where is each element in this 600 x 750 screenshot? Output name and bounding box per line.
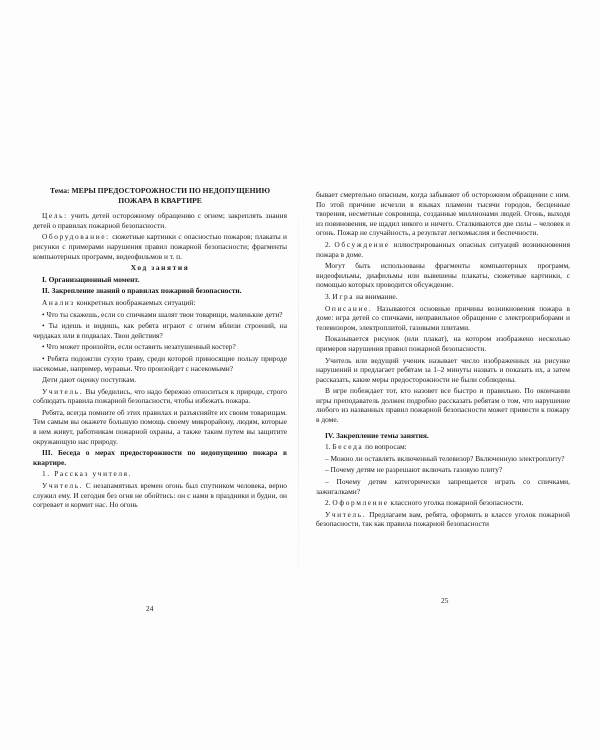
goal-label: Цель: [42, 211, 68, 221]
question-2: – Почему детям не разрешают включать газовую плиту? [325, 465, 503, 475]
conversation-label: Беседа [332, 442, 364, 452]
design-label: Оформление [332, 498, 389, 508]
goal-text: учить детей осторожному обращению с огнем; закреплять знания детей о правилах пожарной безопасности. [33, 211, 287, 230]
page-number-left: 24 [146, 604, 154, 613]
equipment-text: сюжетные картинки с опасностью пожаров; плакаты и рисунки с примерами нарушения правил пожарной безопасности; фрагменты компьютерных программ, видеофильмов и т. п. [33, 232, 287, 261]
description-text: Называются основные причины возникновения пожара в доме: игра детей со спичками, неправильное обращение с электроприборами и телевизором, электроплитой, газовыми плитами. [316, 303, 570, 332]
final-paragraph [316, 510, 570, 529]
right-page [316, 190, 570, 531]
final-text: Предлагаем вам, ребята, оформить в классе уголок пожарной безопасности, так как правила пожарной безопасности [316, 509, 570, 529]
conversation-text: по вопросам: [365, 442, 407, 452]
discussion-text: иллюстрированных опасных ситуаций возникновения пожара в доме. [316, 239, 570, 259]
story-text: С незапамятных времен огонь был спутником человека, верно служил ему. И сегодня без огня не обойтись: он с нами в праздники и будни, он согревает и кормит нас. Но огонь [33, 481, 287, 510]
bullet-3: • Что может произойти, если оставить незатушенный костер? [42, 342, 236, 352]
analysis-paragraph [33, 298, 287, 308]
winner-paragraph: В игре побеждает тот, кто назовет все быстро и правильно. По окончании игры преподаватель должен подробно рассказать ребятам о том, что нарушение любого из названных правил пожарной безопасности может привести к пожару в доме. [316, 386, 570, 425]
section-4-heading: IV. Закрепление темы занятия. [325, 430, 429, 440]
analysis-text: конкретных воображаемых ситуаций: [76, 297, 196, 307]
description-label: Описание. [325, 303, 373, 313]
conversation-paragraph [316, 442, 570, 452]
story-teacher-label: Учитель. [42, 481, 84, 491]
continue-paragraph: бывает смертельно опасным, когда забывают об осторожном обращении с ним. По этой причине исчезли в языках пламени тысячи городов, бесценные творения, несметные сокровища, созданные миллионами людей. Огонь, выходя из повиновения, не щадил никого и ничего. Сталкиваются две силы – человек и огонь. Пожар не случайность, а результат легкомыслия и беспечности. [316, 190, 570, 238]
bullet-4: • Ребята подожгли сухую траву, среди которой приносящие пользу природе насекомые, например, муравьи. Что произойдет с насекомыми? [33, 353, 287, 373]
title-line-2: ПОЖАРА В КВАРТИРЕ [118, 195, 202, 205]
teacher-text: Вы убедились, что надо бережно относиться к природе, строго соблюдать правила пожарной безопасности, чтобы избежать пожара. [33, 386, 287, 406]
story-label: 1. Рассказ учителя. [42, 469, 133, 479]
book-gutter [298, 180, 299, 610]
game-num: 3. [325, 291, 331, 301]
discussion-paragraph [316, 240, 570, 259]
question-3: – Почему детям категорически запрещается играть со спичками, зажигалками? [316, 477, 570, 496]
discussion-num: 2. [325, 239, 331, 249]
final-teacher-label: Учитель. [325, 509, 367, 519]
teacher-label: Учитель. [42, 386, 84, 396]
section-1-heading: I. Организационный момент. [42, 274, 140, 284]
conversation-num: 1. [325, 442, 331, 452]
design-text: классного уголка пожарной безопасности. [390, 498, 524, 508]
game-text: на внимание. [356, 291, 398, 301]
equipment-label: Оборудование: [42, 232, 110, 242]
section-3-heading: III. Беседа о мерах предосторожности по недопущению пожара в квартире. [33, 448, 287, 467]
bullet-1: • Что ты скажешь, если со спичками шалят твои товарищи, маленькие дети? [42, 309, 283, 319]
design-paragraph [316, 498, 570, 508]
equipment-paragraph [33, 232, 287, 261]
shows-paragraph: Показывается рисунок (или плакат), на котором изображено несколько примеров нарушения правил пожарной безопасности. [316, 334, 570, 353]
description-paragraph [316, 304, 570, 333]
discussion-label: Обсуждение [334, 239, 390, 249]
title-line-1: Тема: МЕРЫ ПРЕДОСТОРОЖНОСТИ ПО НЕДОПУЩЕНИЮ [49, 186, 271, 195]
page-number-right: 25 [441, 596, 449, 605]
teacher-paragraph [33, 387, 287, 406]
remember-paragraph: Ребята, всегда помните об этих правилах и разъясняйте их своим товарищам. Тем самым вы окажете большую помощь своему микрорайону, людям, которые в нем живут, работникам пожарной охраны, а также таким путем вы защитите окружающую нас природу. [33, 407, 287, 446]
lesson-title [33, 186, 287, 205]
children-evaluation: Дети дают оценку поступкам. [42, 375, 137, 385]
section-2-heading: II. Закрепление знаний о правилах пожарной безопасности. [42, 286, 242, 296]
goal-paragraph [33, 211, 287, 230]
may-use-paragraph: Могут быть использованы фрагменты компьютерных программ, видеофильмы, диафильмы или вывешены плакаты, сюжетные картинки, с помощью которых проводится обсуждение. [316, 261, 570, 290]
question-1: – Можно ли оставлять включенный телевизор? Включенную электроплиту? [325, 453, 565, 463]
analysis-label: Анализ [42, 297, 75, 307]
teacher-leader-paragraph: Учитель или ведущий ученик называет число изображенных на рисунке нарушений и предлагает ребятам за 1–2 минуты назвать и показать их, а затем рассказать, какие меры предосторожности не были соблюдены. [316, 355, 570, 384]
design-num: 2. [325, 498, 331, 508]
game-label: Игра [332, 291, 355, 301]
game-paragraph [316, 292, 570, 302]
bullet-2: • Ты идешь и видишь, как ребята играют с огнем вблизи строений, на чердаках или в подвалах. Твои действия? [33, 321, 287, 340]
lesson-heading: Ход занятия [130, 263, 190, 273]
left-page [33, 186, 287, 512]
story-paragraph [33, 481, 287, 510]
